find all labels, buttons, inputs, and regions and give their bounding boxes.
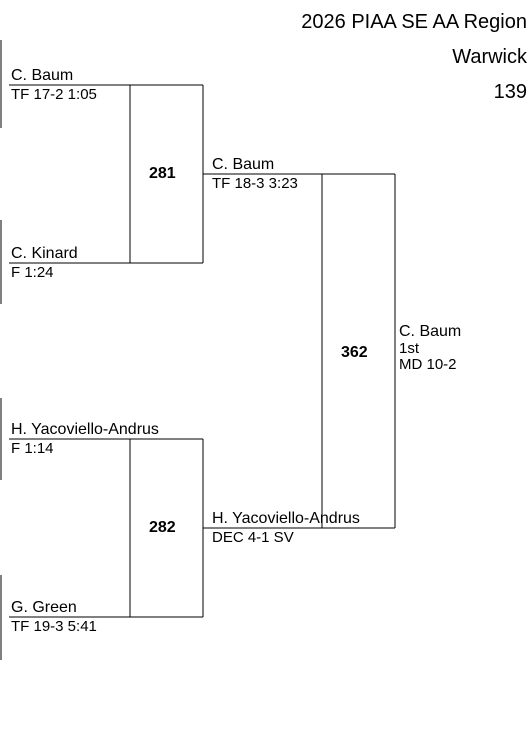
match-result: F 1:14: [11, 440, 54, 457]
weight-class: 139: [493, 81, 527, 103]
wrestler-name: H. Yacoviello-Andrus: [11, 421, 159, 438]
bout-number: 281: [149, 165, 176, 182]
wrestler-name: G. Green: [11, 599, 77, 616]
champion-place: 1st: [399, 340, 420, 357]
match-result: F 1:24: [11, 264, 54, 281]
site-name: Warwick: [452, 46, 527, 68]
wrestler-name: C. Baum: [11, 67, 74, 84]
match-result: TF 18-3 3:23: [212, 175, 298, 192]
bout-number: 362: [341, 344, 368, 361]
wrestler-name: C. Kinard: [11, 245, 78, 262]
champion-name: C. Baum: [399, 323, 462, 340]
event-title: 2026 PIAA SE AA Region: [301, 11, 527, 33]
match-result: DEC 4-1 SV: [212, 529, 294, 546]
bout-number: 282: [149, 519, 176, 536]
match-result: TF 17-2 1:05: [11, 86, 97, 103]
match-result: TF 19-3 5:41: [11, 618, 97, 635]
wrestler-name: H. Yacoviello-Andrus: [212, 510, 360, 527]
champion-result: MD 10-2: [399, 356, 457, 373]
wrestler-name: C. Baum: [212, 156, 275, 173]
